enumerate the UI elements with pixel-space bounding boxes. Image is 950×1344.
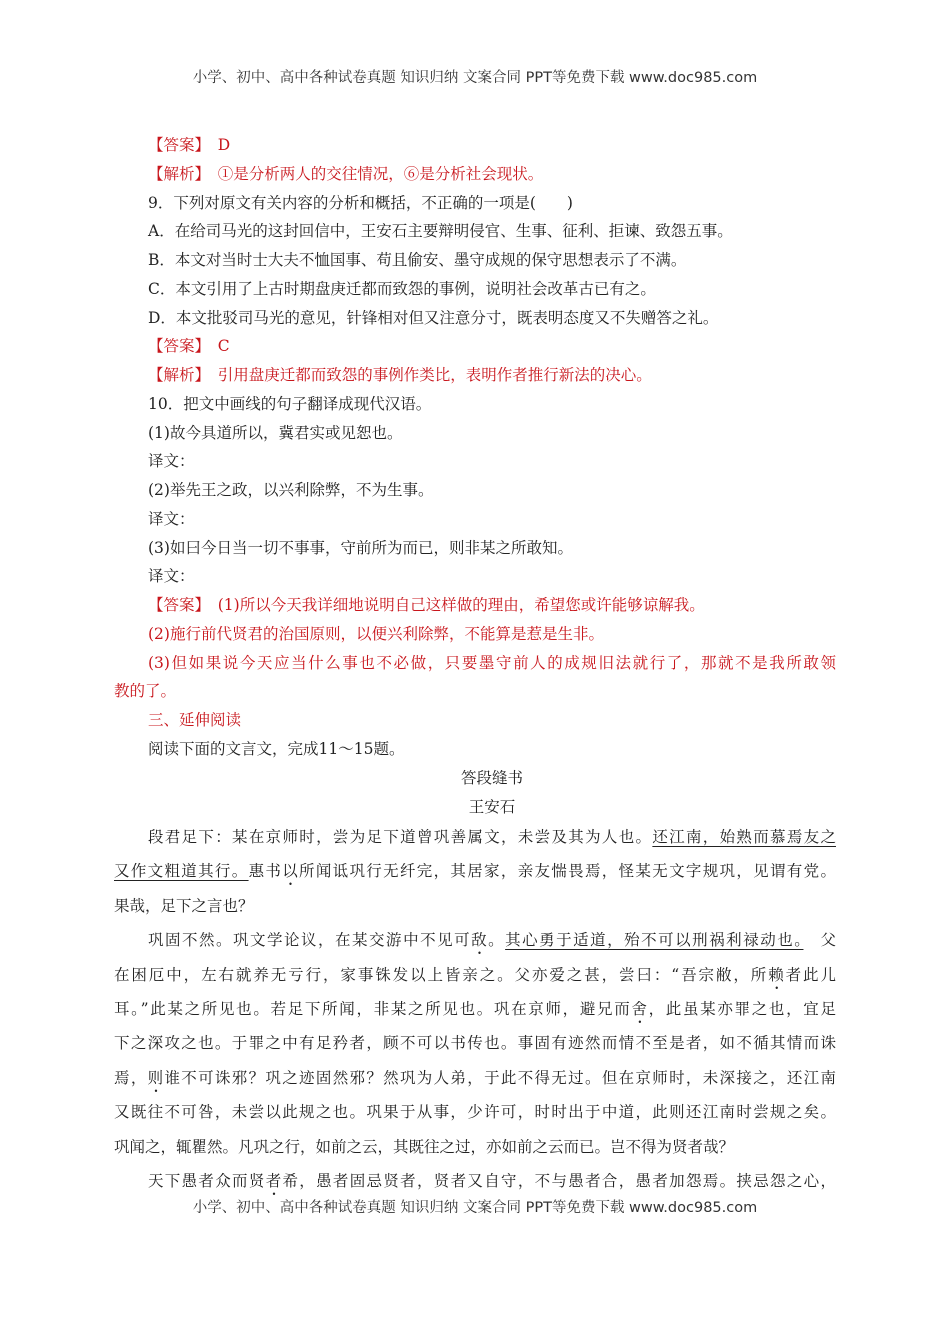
text-line (114, 562, 836, 591)
text-segment: 巩固不然。巩文学论议，在某交游中不见可 (148, 931, 472, 950)
text-segment: 谁不可诛邪？巩之迹固然邪？然巩为人弟，于此不得无过。但在京师时，未深接之，还江南 (164, 1068, 836, 1087)
page-header-banner: 小学、初中、高中各种试卷真题 知识归纳 文案合同 PPT等免费下载 www.doc985.com (192, 70, 758, 86)
text-segment: 【答案】 (1)所以今天我详细地说明自己这样做的理由，希望您或许能够谅解我。 (148, 596, 705, 614)
text-line (114, 958, 836, 992)
text-segment: 译文： (148, 452, 195, 471)
text-line (114, 889, 836, 923)
text-segment: 天下愚者众而贤 (148, 1171, 266, 1190)
text-line (114, 1061, 836, 1095)
text-segment: 王安石 (468, 797, 516, 816)
text-segment: 父 (803, 931, 836, 950)
text-segment: 译文： (148, 509, 195, 528)
text-line (114, 735, 836, 764)
text-segment: (2)施行前代贤君的治国原则，以便兴利除弊，不能算是惹是生非。 (148, 624, 604, 643)
text-segment: 【解析】 ①是分析两人的交往情况，⑥是分析社会现状。 (148, 164, 544, 183)
text-segment: 答段缝书 (460, 769, 523, 787)
text-line (114, 820, 836, 854)
text-line (114, 189, 836, 218)
text-segment: 10．把文中画线的句子翻译成现代汉语。 (148, 394, 432, 413)
text-segment: 段君足下：某在京师时，尝为足下道曾巩善属文，未尝及其为人也。 (148, 828, 653, 846)
text-line (114, 332, 836, 361)
text-segment: 。 (488, 931, 506, 950)
classical-passage-body (114, 820, 836, 1198)
text-segment: 【答案】 C (148, 337, 230, 356)
text-line (114, 1095, 836, 1129)
text-line (114, 764, 836, 793)
text-line (114, 1130, 836, 1164)
text-segment: ，此虽某亦罪之也，宜足 (648, 999, 836, 1018)
emphasized-character: 以 (282, 862, 300, 881)
questions-and-answers (114, 131, 836, 764)
text-line (114, 160, 836, 189)
text-line (114, 246, 836, 275)
text-line (114, 419, 836, 448)
text-line (114, 591, 836, 620)
text-line (114, 361, 836, 390)
text-line (114, 649, 836, 678)
text-segment: B．本文对当时士大夫不恤国事、苟且偷安、墨守成规的保守思想表示了不满。 (148, 251, 687, 269)
text-line (114, 793, 836, 822)
text-line (114, 620, 836, 649)
emphasized-character: 舍 (631, 999, 649, 1018)
text-segment: 希，愚者固忌贤者，贤者又自守，不与愚者合，愚者加怨焉。挟忌怨之心， (282, 1171, 836, 1190)
text-line (114, 706, 836, 735)
text-line (114, 131, 836, 160)
text-segment: 惠书 (248, 862, 283, 881)
text-segment: 所闻诋巩行无纤完，其居家，亲友惴畏焉，怪某无文字规巩，见谓有党。 (299, 862, 836, 881)
text-line (114, 923, 836, 957)
emphasized-character: 则 (147, 1068, 165, 1087)
text-segment: 在困厄中，左右就养无亏行，家事铢发以上皆亲之。父亦爱之甚，尝曰：“吾宗敝，所 (114, 965, 769, 984)
text-segment: 下之深攻之也。于罪之中有足矜者，顾不可以书传也。事固有迹然而情不至是者，如不循其情而诛 (114, 1034, 836, 1053)
text-segment: (2)举先王之政，以兴利除弊，不为生事。 (148, 481, 434, 499)
passage-title-block (114, 764, 836, 822)
text-segment: 教的了。 (114, 682, 177, 701)
text-segment: 9．下列对原文有关内容的分析和概括，不正确的一项是( ) (148, 193, 573, 212)
underlined-sentence: 其心勇于适道，殆不可以刑祸利禄动也。 (505, 931, 804, 950)
emphasized-character: 敌 (471, 931, 489, 950)
text-line (114, 992, 836, 1026)
text-segment: 【解析】 引用盘庚迁都而致怨的事例作类比，表明作者推行新法的决心。 (148, 366, 652, 384)
text-segment: D．本文批驳司马光的意见，针锋相对但又注意分寸，既表明态度又不失赠答之礼。 (148, 308, 719, 327)
text-line (114, 217, 836, 246)
emphasized-character: 赖 (768, 965, 786, 984)
page-footer-banner: 小学、初中、高中各种试卷真题 知识归纳 文案合同 PPT等免费下载 www.doc985.com (192, 1200, 758, 1216)
text-line (114, 1164, 836, 1198)
text-segment: (3)但如果说今天应当什么事也不必做，只要墨守前人的成规旧法就行了，那就不是我所敢领 (148, 653, 836, 672)
text-segment: (1)故今具道所以，冀君实或见恕也。 (148, 423, 403, 442)
text-line (114, 677, 836, 706)
text-line (114, 304, 836, 333)
text-segment: 果哉，足下之言也？ (114, 896, 254, 915)
text-segment: 译文： (148, 567, 195, 586)
text-line (114, 505, 836, 534)
text-segment: 阅读下面的文言文，完成11～15题。 (148, 739, 405, 758)
text-segment: 巩闻之，辄瞿然。凡巩之行，如前之云，其既往之过，亦如前之云而已。岂不得为贤者哉？ (114, 1137, 735, 1156)
underlined-sentence: 又作文粗道其行。 (114, 862, 249, 881)
text-line (114, 447, 836, 476)
text-segment: C．本文引用了上古时期盘庚迁都而致怨的事例，说明社会改革古已有之。 (148, 279, 656, 298)
text-line (114, 534, 836, 563)
text-line (114, 476, 836, 505)
text-line (114, 275, 836, 304)
text-segment: (3)如曰今日当一切不事事，守前所为而已，则非某之所敢知。 (148, 538, 573, 557)
text-segment: 又既往不可咎，未尝以此规之也。巩果于从事，少许可，时时出于中道，此则还江南时尝规之矣。 (114, 1103, 836, 1122)
text-segment: 焉， (114, 1068, 148, 1087)
text-segment: A．在给司马光的这封回信中，王安石主要辩明侵官、生事、征利、拒谏、致怨五事。 (148, 222, 733, 241)
text-line (114, 390, 836, 419)
text-segment: 者此儿 (785, 965, 836, 984)
text-line (114, 854, 836, 888)
text-segment: 耳。”此某之所见也。若足下所闻，非某之所见也。巩在京师，避兄而 (114, 999, 632, 1018)
underlined-sentence: 还江南，始熟而慕焉友之 (652, 828, 836, 846)
emphasized-character: 者 (265, 1171, 283, 1190)
text-line (114, 1026, 836, 1060)
text-segment: 三、延伸阅读 (148, 711, 242, 729)
text-segment: 【答案】 D (148, 136, 231, 154)
